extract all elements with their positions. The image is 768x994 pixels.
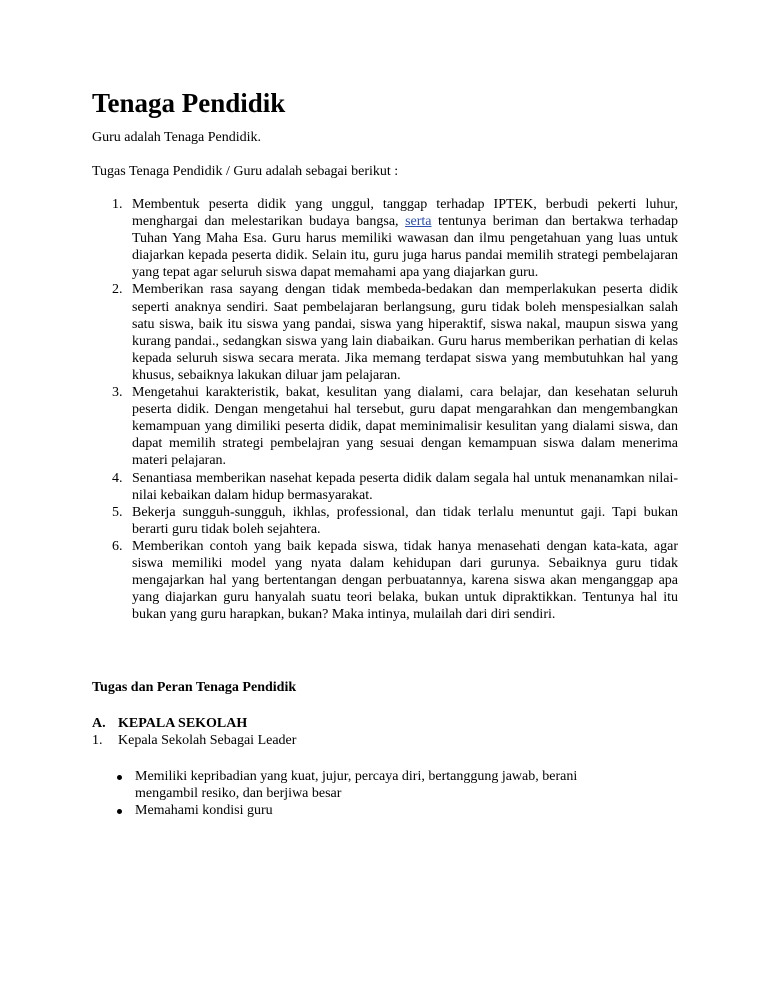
list-number: 3. — [112, 385, 123, 401]
intro-paragraph: Guru adalah Tenaga Pendidik. — [92, 130, 262, 145]
list-item — [92, 504, 678, 538]
bullet-list — [92, 768, 678, 819]
document-page — [92, 86, 678, 819]
list-item — [92, 470, 678, 504]
subsection-heading — [92, 732, 678, 749]
section-a-title: KEPALA SEKOLAH — [118, 716, 248, 732]
list-item-text: Memberikan contoh yang baik kepada siswa, tidak hanya menasehati dengan kata-kata, agar siswa memiliki model yang nyata dalam kehidupan dari gurunya. Sebaiknya guru tidak mengajarkan hal yang bertentangan dengan perbuatannya, karena siswa akan menganggap apa yang diajarkan guru hanyalah suatu teori belaka, bukan untuk dipraktikkan. Tentunya hal itu bukan yang guru harapkan, bukan? Maka intinya, mulailah dari diri sendiri. — [132, 538, 678, 623]
list-number: 4. — [112, 470, 123, 486]
tasks-heading: Tugas Tenaga Pendidik / Guru adalah sebagai berikut : — [92, 164, 399, 179]
section-a-heading — [92, 715, 678, 732]
list-item — [92, 538, 678, 623]
subsection-label: 1. — [92, 733, 103, 749]
list-item — [92, 768, 635, 802]
section-a-label: A. — [92, 716, 106, 732]
bullet-text: Memahami kondisi guru — [135, 803, 273, 819]
list-item — [92, 802, 635, 819]
bullet-icon — [117, 809, 122, 814]
list-number: 5. — [112, 504, 123, 520]
list-number: 6. — [112, 538, 123, 554]
list-item-text: Mengetahui karakteristik, bakat, kesulitan yang dialami, cara belajar, dan kesehatan seluruh peserta didik. Dengan mengetahui hal tersebut, guru dapat mengarahkan dan mengembangkan kemampuan yang dimiliki peserta didik, dapat meminimalisir kesulitan yang dialami siswa, dan dapat memilih strategi pembelajran yang sesuai dengan kemampuan siswa dalam menerima materi pelajaran. — [132, 385, 678, 469]
list-item — [92, 281, 678, 384]
list-item-text: Bekerja sungguh-sungguh, ikhlas, professional, dan tidak terlalu menuntut gaji. Tapi bukan berarti guru tidak boleh sejahtera. — [132, 504, 678, 537]
serta-link[interactable]: serta — [405, 214, 432, 230]
list-item-text: Senantiasa memberikan nasehat kepada peserta didik dalam segala hal untuk menanamkan nilai-nilai kebaikan dalam hidup bermasyarakat. — [132, 470, 678, 503]
bullet-icon — [117, 775, 122, 780]
section-title: Tugas dan Peran Tenaga Pendidik — [92, 680, 297, 696]
page-title: Tenaga Pendidik — [92, 88, 286, 118]
list-item — [92, 196, 678, 281]
list-item — [92, 384, 678, 469]
tasks-list — [92, 196, 678, 623]
list-number: 2. — [112, 282, 123, 298]
bullet-text: Memiliki kepribadian yang kuat, jujur, percaya diri, bertanggung jawab, berani mengambil resiko, dan berjiwa besar — [135, 769, 578, 802]
list-number: 1. — [112, 197, 123, 212]
list-item-text: Membentuk peserta didik yang unggul, tanggap terhadap IPTEK, berbudi pekerti luhur, menghargai dan melestarikan budaya bangsa, — [132, 197, 678, 230]
list-item-text: Memberikan rasa sayang dengan tidak membeda-bedakan dan memperlakukan peserta didik seperti anaknya sendiri. Saat pembelajaran berlangsung, guru tidak boleh menspesialkan salah satu siswa, baik itu siswa yang pandai, siswa yang hiperaktif, siswa nakal, maupun siswa yang kurang pandai., sedangkan siswa yang lain diabaikan. Guru harus memberikan perhatian di kelas kepada seluruh siswa secara merata. Jika memang terdapat siswa yang membutuhkan hal yang khusus, sebaiknya lakukan diluar jam pelajaran. — [132, 282, 678, 383]
subsection-title: Kepala Sekolah Sebagai Leader — [118, 733, 297, 749]
list-item-text: tentunya beriman dan bertakwa terhadap Tuhan Yang Maha Esa. Guru harus memiliki wawasan dan ilmu pengetahuan yang luas untuk diajarkan kepada peserta didik. Selain itu, guru juga harus pandai memilih strategi pembelajaran yang tepat agar seluruh siswa dapat memahami apa yang diajarkan guru. — [132, 214, 678, 281]
